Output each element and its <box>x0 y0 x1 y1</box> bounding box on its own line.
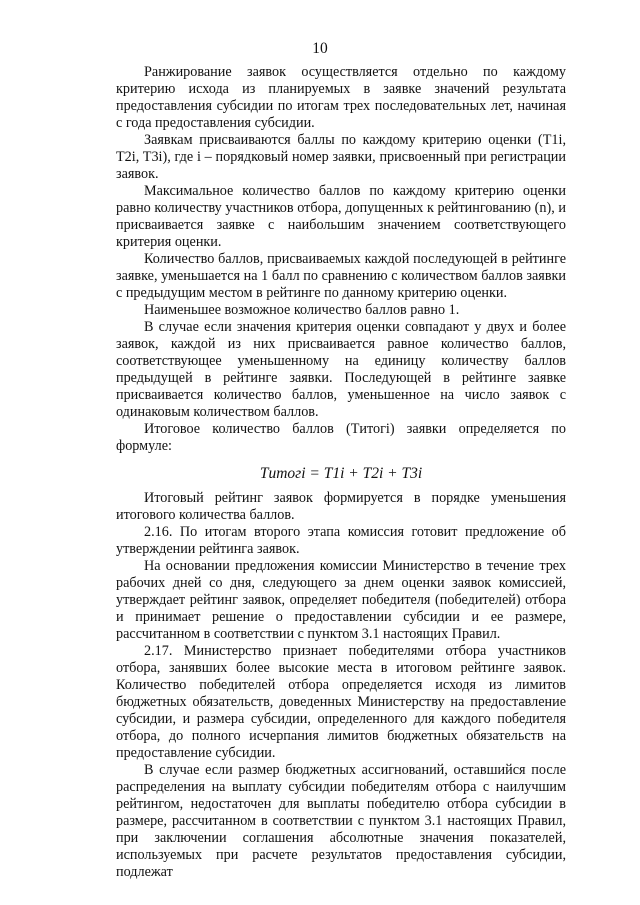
paragraph-total-formula-intro: Итоговое количество баллов (Tитогi) заявки определяется по формуле: <box>116 421 566 454</box>
document-body <box>116 64 566 881</box>
paragraph-min-points: Наименьшее возможное количество баллов равно 1. <box>144 302 460 318</box>
paragraph-ties: В случае если значения критерия оценки совпадают у двух и более заявок, каждой из них присваивается равное количество баллов, соответствующее уменьшенному на единицу количеству баллов предыдущей в рейтинге заявки. Последующей в рейтинге заявке присваивается количество баллов, уменьшенное на число заявок с одинаковым количеством баллов. <box>116 319 566 420</box>
paragraph-decrement: Количество баллов, присваиваемых каждой последующей в рейтинге заявке, уменьшается на 1 балл по сравнению с количеством баллов заявки с предыдущим местом в рейтинге по данному критерию оценки. <box>116 251 566 301</box>
paragraph-ministry-approval: На основании предложения комиссии Министерство в течение трех рабочих дней со дня, следующего за днем оценки заявок комиссией, утверждает рейтинг заявок, определяет победителя (победителей) отбора и принимает решение о предоставлении субсидии и ее размере, рассчитанном в соответствии с пунктом 3.1 настоящих Правил. <box>116 558 566 642</box>
paragraph-2-16: 2.16. По итогам второго этапа комиссия готовит предложение об утверждении рейтинга заявок. <box>116 524 566 557</box>
paragraph-2-17: 2.17. Министерство признает победителями отбора участников отбора, занявших более высокие места в итоговом рейтинге заявок. Количество победителей отбора определяется исходя из лимитов бюджетных обязательств, доведенных Министерству на предоставление субсидии, и размера субсидии, определенного для каждого победителя отбора, до полного исчерпания лимитов бюджетных обязательств на предоставление субсидии. <box>116 643 566 761</box>
paragraph-max-points: Максимальное количество баллов по каждому критерию оценки равно количеству участников отбора, допущенных к рейтингованию (n), и присваивается заявке с наибольшим значением соответствующего критерия оценки. <box>116 183 566 250</box>
paragraph-budget-shortfall: В случае если размер бюджетных ассигнований, оставшийся после распределения на выплату субсидии победителям отбора с наилучшим рейтингом, недостаточен для выплаты победителю отбора субсидии в размере, рассчитанном в соответствии с пунктом 3.1 настоящих Правил, при заключении соглашения абсолютные значения показателей, используемых при расчете результатов предоставления субсидии, подлежат <box>116 762 566 880</box>
page-number: 10 <box>312 40 328 57</box>
formula: Tитогi = T1i + T2i + T3i <box>259 465 423 482</box>
paragraph-points: Заявкам присваиваются баллы по каждому критерию оценки (T1i, T2i, T3i), где i – порядковый номер заявки, присвоенный при регистрации заявок. <box>116 132 566 182</box>
paragraph-final-rating: Итоговый рейтинг заявок формируется в порядке уменьшения итогового количества баллов. <box>116 490 566 523</box>
paragraph-ranking: Ранжирование заявок осуществляется отдельно по каждому критерию исхода из планируемых в заявке значений результата предоставления субсидии по итогам трех последовательных лет, начиная с года предоставления субсидии. <box>116 64 566 131</box>
